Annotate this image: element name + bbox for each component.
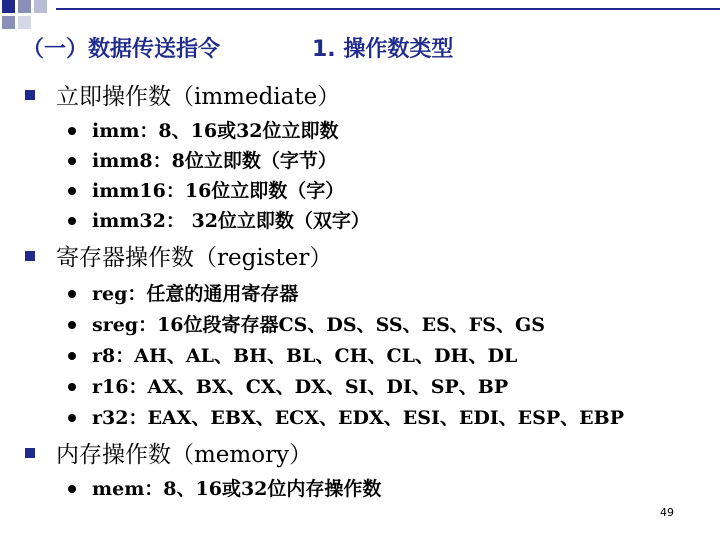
dot-bullet-icon <box>68 485 76 493</box>
dot-bullet-icon <box>68 352 76 360</box>
header-rule <box>56 8 720 24</box>
dot-bullet-icon <box>68 290 76 298</box>
item-text: imm8：8位立即数（字节） <box>92 150 337 172</box>
square-bullet-icon <box>25 251 35 261</box>
dot-bullet-icon <box>68 383 76 391</box>
square-bullet-icon <box>25 90 35 100</box>
dot-bullet-icon <box>68 321 76 329</box>
item-text: sreg：16位段寄存器CS、DS、SS、ES、FS、GS <box>92 314 545 336</box>
dot-bullet-icon <box>68 217 76 225</box>
item-text: r32：EAX、EBX、ECX、EDX、ESI、EDI、ESP、EBP <box>92 407 625 429</box>
heading-title: （一）数据传送指令 <box>22 37 221 62</box>
item-text: reg：任意的通用寄存器 <box>92 283 299 305</box>
section-title: 寄存器操作数（register） <box>56 245 333 271</box>
item-text: imm32： 32位立即数（双字） <box>92 210 370 232</box>
slide-heading <box>22 32 454 63</box>
dot-bullet-icon <box>68 157 76 165</box>
section-title: 内存操作数（memory） <box>56 442 313 468</box>
square-bullet-icon <box>25 448 35 458</box>
item-text: mem：8、16或32位内存操作数 <box>92 478 382 500</box>
item-text: r16：AX、BX、CX、DX、SI、DI、SP、BP <box>92 376 509 398</box>
dot-bullet-icon <box>68 127 76 135</box>
dot-bullet-icon <box>68 414 76 422</box>
item-text: imm：8、16或32位立即数 <box>92 120 339 142</box>
item-text: imm16：16位立即数（字） <box>92 180 345 202</box>
section-title: 立即操作数（immediate） <box>56 84 341 110</box>
page-number: 49 <box>660 506 674 519</box>
item-text: r8：AH、AL、BH、BL、CH、CL、DH、DL <box>92 345 518 367</box>
dot-bullet-icon <box>68 187 76 195</box>
heading-subtitle: 1. 操作数类型 <box>312 37 454 62</box>
